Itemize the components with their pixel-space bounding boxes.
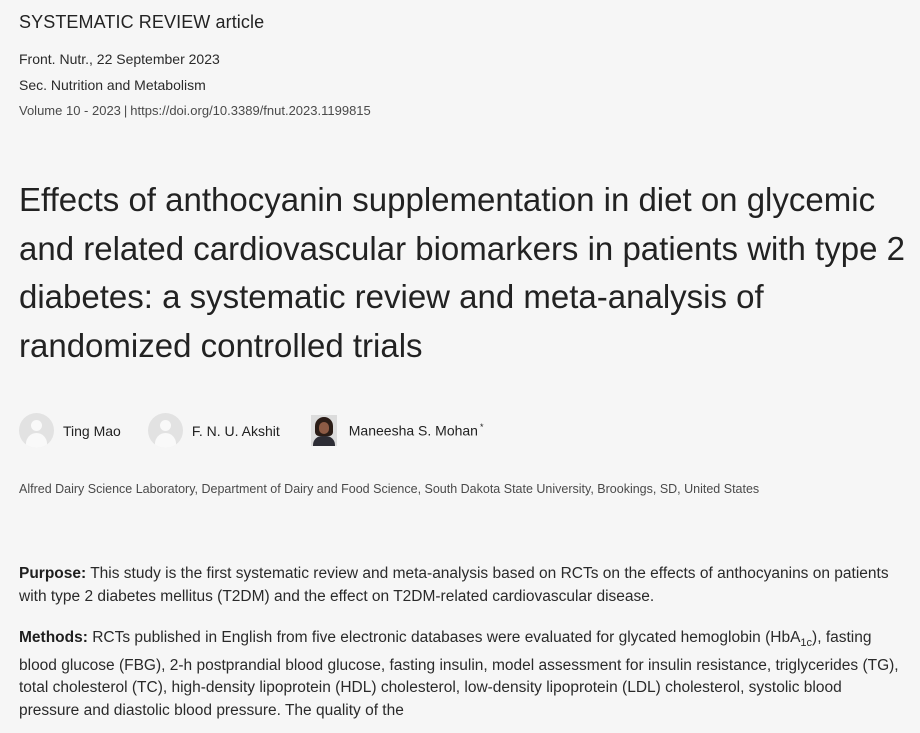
author-name-text: Maneesha S. Mohan <box>348 422 478 439</box>
section-line: Sec. Nutrition and Metabolism <box>19 77 206 93</box>
person-placeholder-icon <box>19 413 54 448</box>
author-item[interactable] <box>19 413 121 448</box>
author-list <box>19 413 510 448</box>
author-name[interactable]: Ting Mao <box>63 422 121 439</box>
author-name[interactable]: F. N. U. Akshit <box>191 422 280 439</box>
methods-text-continued: ), fasting blood glucose (FBG), 2-h postprandial blood glucose, fasting insulin, model assessment for insulin resistance, triglycerides (TG), total cholesterol (TC), high-density lipoprotein (HDL) cholesterol, low-density lipoprotein (LDL) cholesterol, systolic blood pressure and diastolic blood pressure. The quality of the <box>19 629 899 719</box>
author-name[interactable] <box>349 422 484 439</box>
volume-label: Volume 10 - 2023 <box>19 103 121 118</box>
volume-doi-line <box>19 103 371 118</box>
article-title: Effects of anthocyanin supplementation in diet on glycemic and related cardiovascular biomarkers in patients with type 2 diabetes: a systematic review and meta-analysis of randomized controlled trials <box>19 181 905 364</box>
methods-text: RCTs published in English from five electronic databases were evaluated for glycated hemoglobin (HbA <box>92 629 801 646</box>
abstract-purpose <box>19 563 904 608</box>
methods-subscript: 1c <box>800 637 813 650</box>
author-item[interactable] <box>307 415 484 446</box>
corresponding-author-marker: * <box>479 422 484 433</box>
volume-separator: | <box>123 103 128 118</box>
purpose-label: Purpose: <box>19 565 87 582</box>
author-photo <box>311 415 337 446</box>
author-item[interactable] <box>148 413 280 448</box>
abstract-methods <box>19 627 904 722</box>
affiliation-text: Alfred Dairy Science Laboratory, Department of Dairy and Food Science, South Dakota State University, Brookings, SD, United States <box>19 482 760 496</box>
methods-label: Methods: <box>19 629 88 646</box>
person-placeholder-icon <box>148 413 183 448</box>
doi-link[interactable]: https://doi.org/10.3389/fnut.2023.1199815 <box>130 103 371 118</box>
purpose-text: This study is the first systematic review and meta-analysis based on RCTs on the effects of anthocyanins on patients with type 2 diabetes mellitus (T2DM) and the effect on T2DM-related cardiovascular disease. <box>19 565 889 605</box>
abstract <box>19 563 904 733</box>
article-type-label: SYSTEMATIC REVIEW article <box>19 12 265 32</box>
journal-date-line: Front. Nutr., 22 September 2023 <box>19 51 220 67</box>
